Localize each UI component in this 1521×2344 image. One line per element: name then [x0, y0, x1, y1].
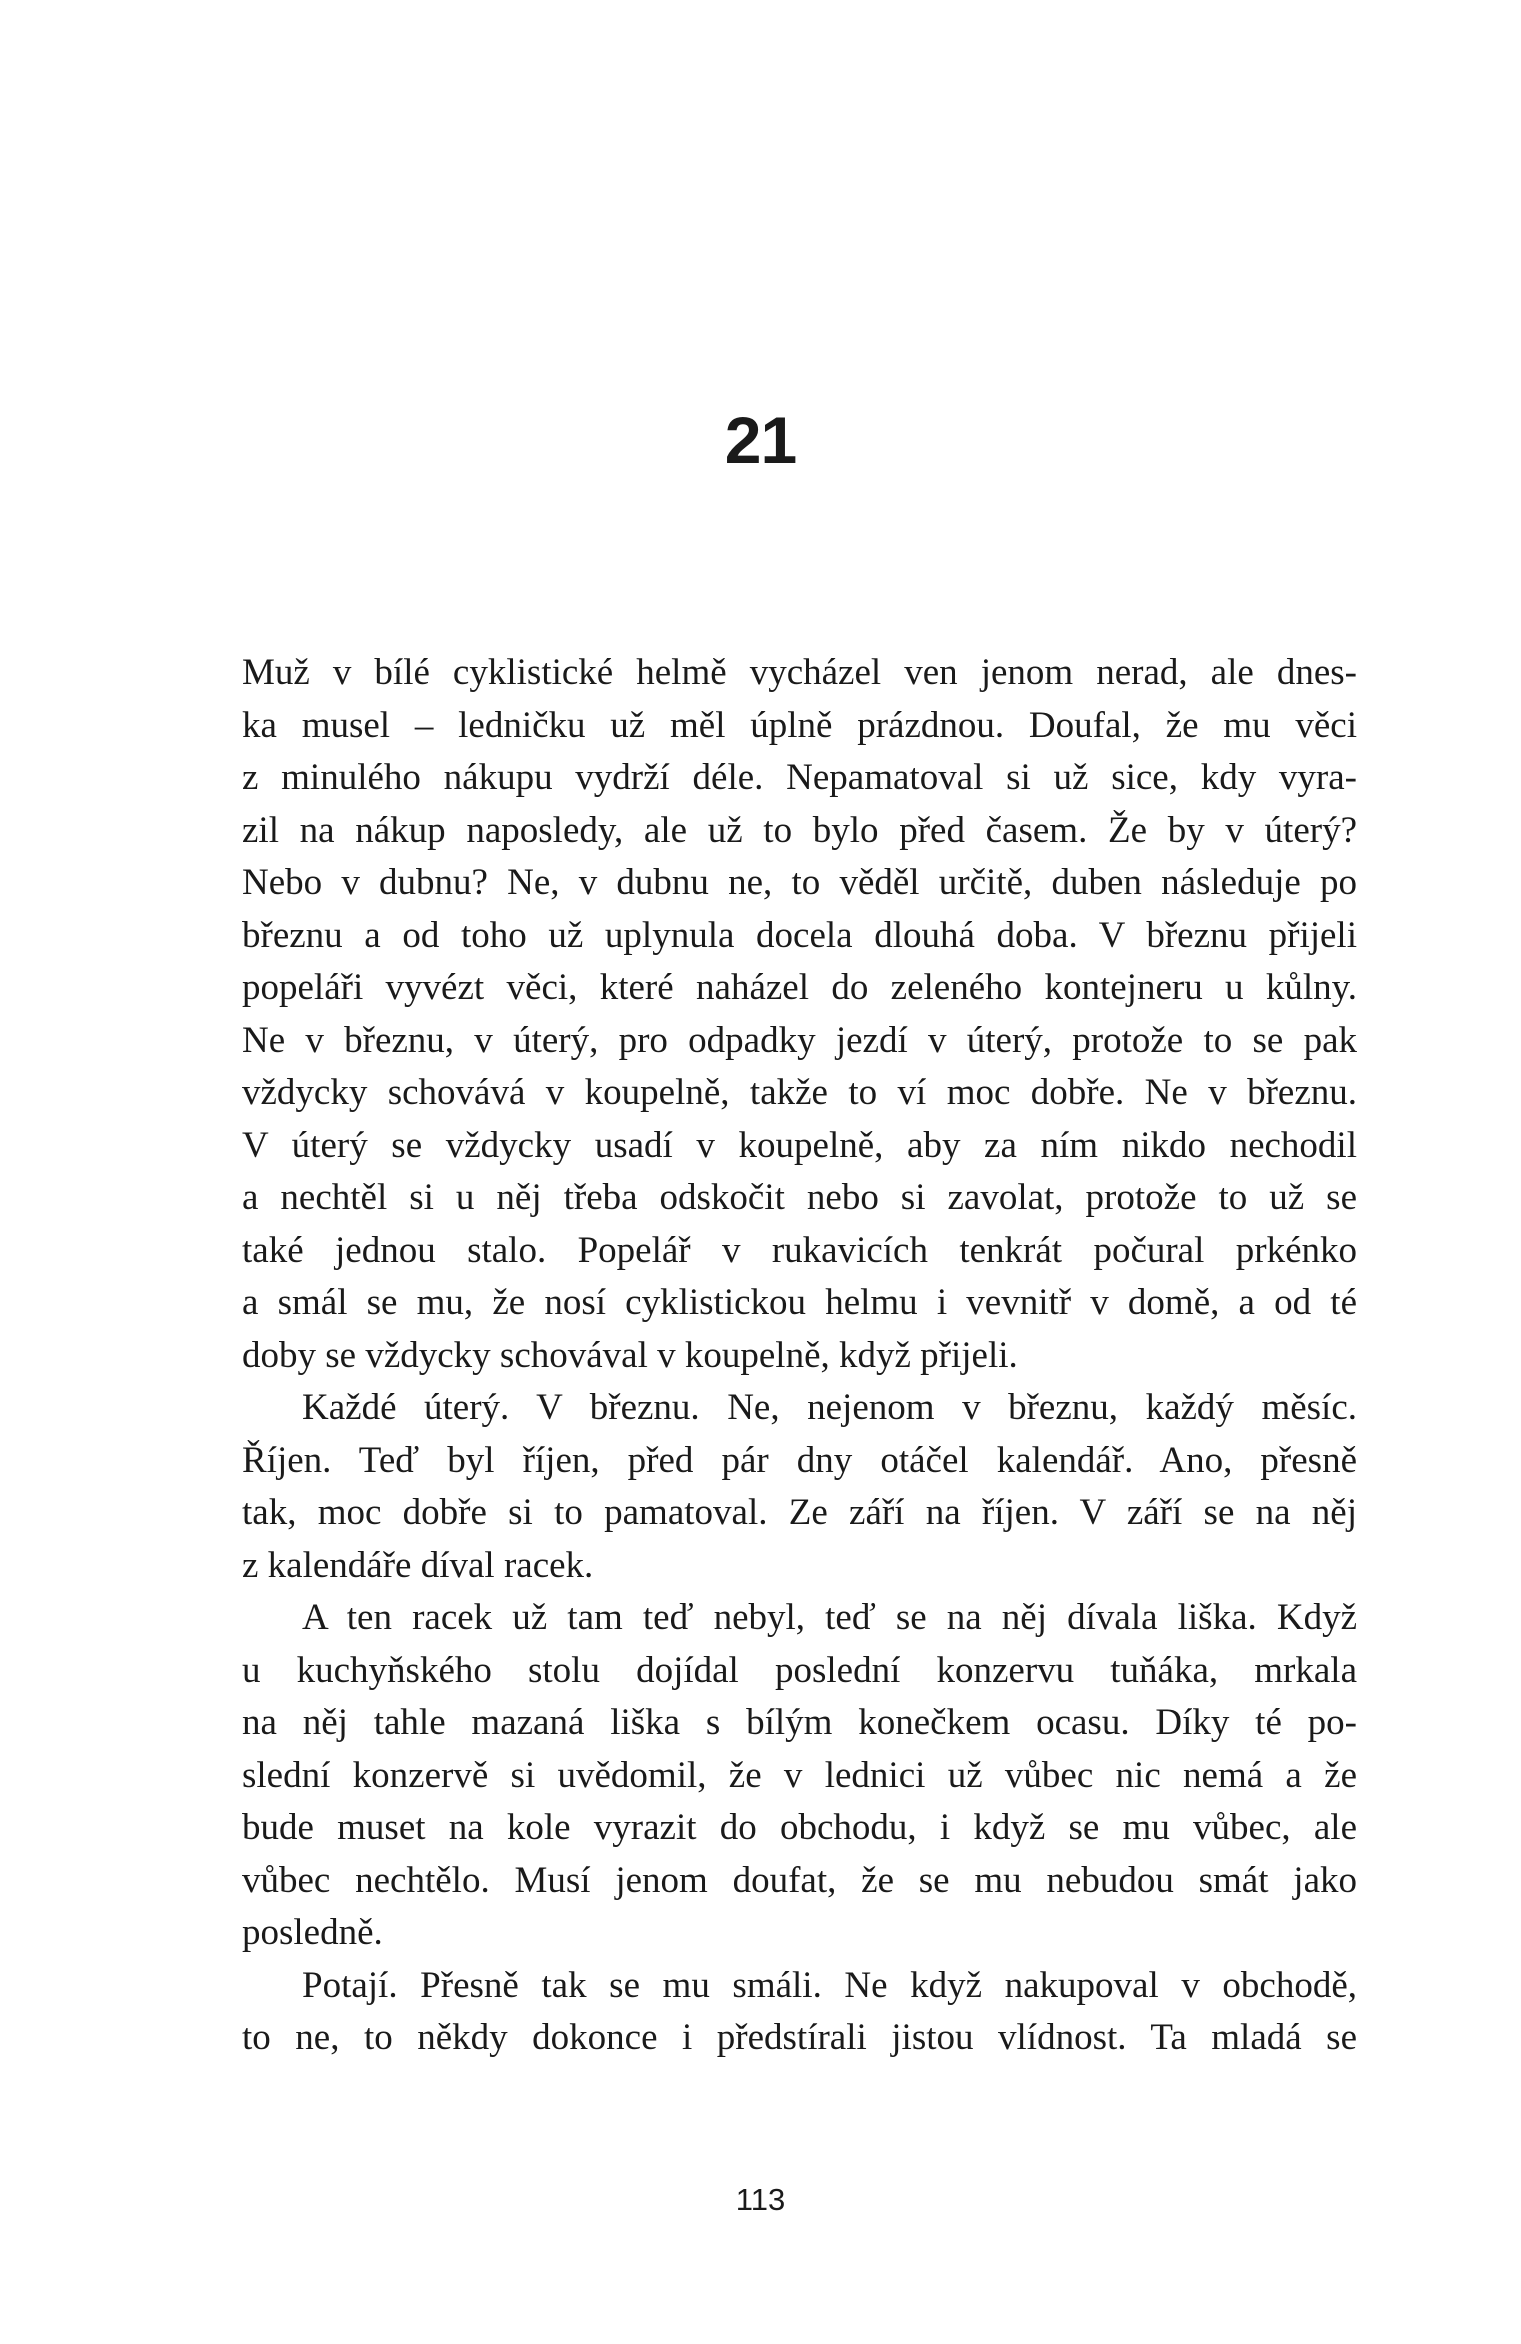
chapter-number: 21 [724, 403, 797, 477]
text-line: A ten racek už tam teď nebyl, teď se na něj dívala liška. Když [302, 1597, 1357, 1638]
page-number: 113 [735, 2182, 786, 2217]
text-line: ka musel – ledničku už měl úplně prázdnou. Doufal, že mu věci [242, 704, 1357, 746]
text-line: z minulého nákupu vydrží déle. Nepamatoval si už sice, kdy vyra- [242, 757, 1357, 798]
text-line: také jednou stalo. Popelář v rukavicích tenkrát počural prkénko [242, 1229, 1357, 1271]
text-line: Nebo v dubnu? Ne, v dubnu ne, to věděl určitě, duben následuje po [242, 862, 1357, 903]
text-line: a smál se mu, že nosí cyklistickou helmu i vevnitř v domě, a od té [242, 1282, 1357, 1323]
text-line: to ne, to někdy dokonce i předstírali jistou vlídnost. Ta mladá se [242, 2017, 1357, 2058]
text-line: vždycky schovává v koupelně, takže to ví moc dobře. Ne v březnu. [242, 1072, 1357, 1113]
text-line: popeláři vyvézt věci, které naházel do zeleného kontejneru u kůlny. [242, 967, 1357, 1008]
text-line: Muž v bílé cyklistické helmě vycházel ven jenom nerad, ale dnes- [242, 652, 1357, 693]
text-line: Ne v březnu, v úterý, pro odpadky jezdí v úterý, protože to se pak [242, 1019, 1357, 1061]
text-line: u kuchyňského stolu dojídal poslední konzervu tuňáka, mrkala [242, 1649, 1357, 1691]
text-line: slední konzervě si uvědomil, že v lednici už vůbec nic nemá a že [242, 1754, 1357, 1796]
text-line: vůbec nechtělo. Musí jenom doufat, že se mu nebudou smát jako [242, 1859, 1357, 1901]
text-line: zil na nákup naposledy, ale už to bylo před časem. Že by v úterý? [242, 809, 1357, 851]
text-line: doby se vždycky schovával v koupelně, když přijeli. [242, 1334, 1018, 1376]
text-line: posledně. [242, 1912, 383, 1953]
text-line: na něj tahle mazaná liška s bílým konečkem ocasu. Díky té po- [242, 1702, 1357, 1743]
text-line: a nechtěl si u něj třeba odskočit nebo si zavolat, protože to už se [242, 1177, 1357, 1218]
text-line: Potají. Přesně tak se mu smáli. Ne když nakupoval v obchodě, [302, 1964, 1357, 2006]
body-text [242, 647, 1357, 2065]
text-line: tak, moc dobře si to pamatoval. Ze září na říjen. V září se na něj [242, 1492, 1357, 1533]
text-line: Každé úterý. V březnu. Ne, nejenom v březnu, každý měsíc. [302, 1387, 1357, 1428]
text-line: z kalendáře díval racek. [242, 1544, 594, 1586]
text-line: bude muset na kole vyrazit do obchodu, i když se mu vůbec, ale [242, 1807, 1357, 1848]
text-line: Říjen. Teď byl říjen, před pár dny otáčel kalendář. Ano, přesně [242, 1439, 1357, 1481]
text-line: březnu a od toho už uplynula docela dlouhá doba. V březnu přijeli [242, 914, 1357, 956]
text-line: V úterý se vždycky usadí v koupelně, aby za ním nikdo nechodil [242, 1124, 1357, 1166]
